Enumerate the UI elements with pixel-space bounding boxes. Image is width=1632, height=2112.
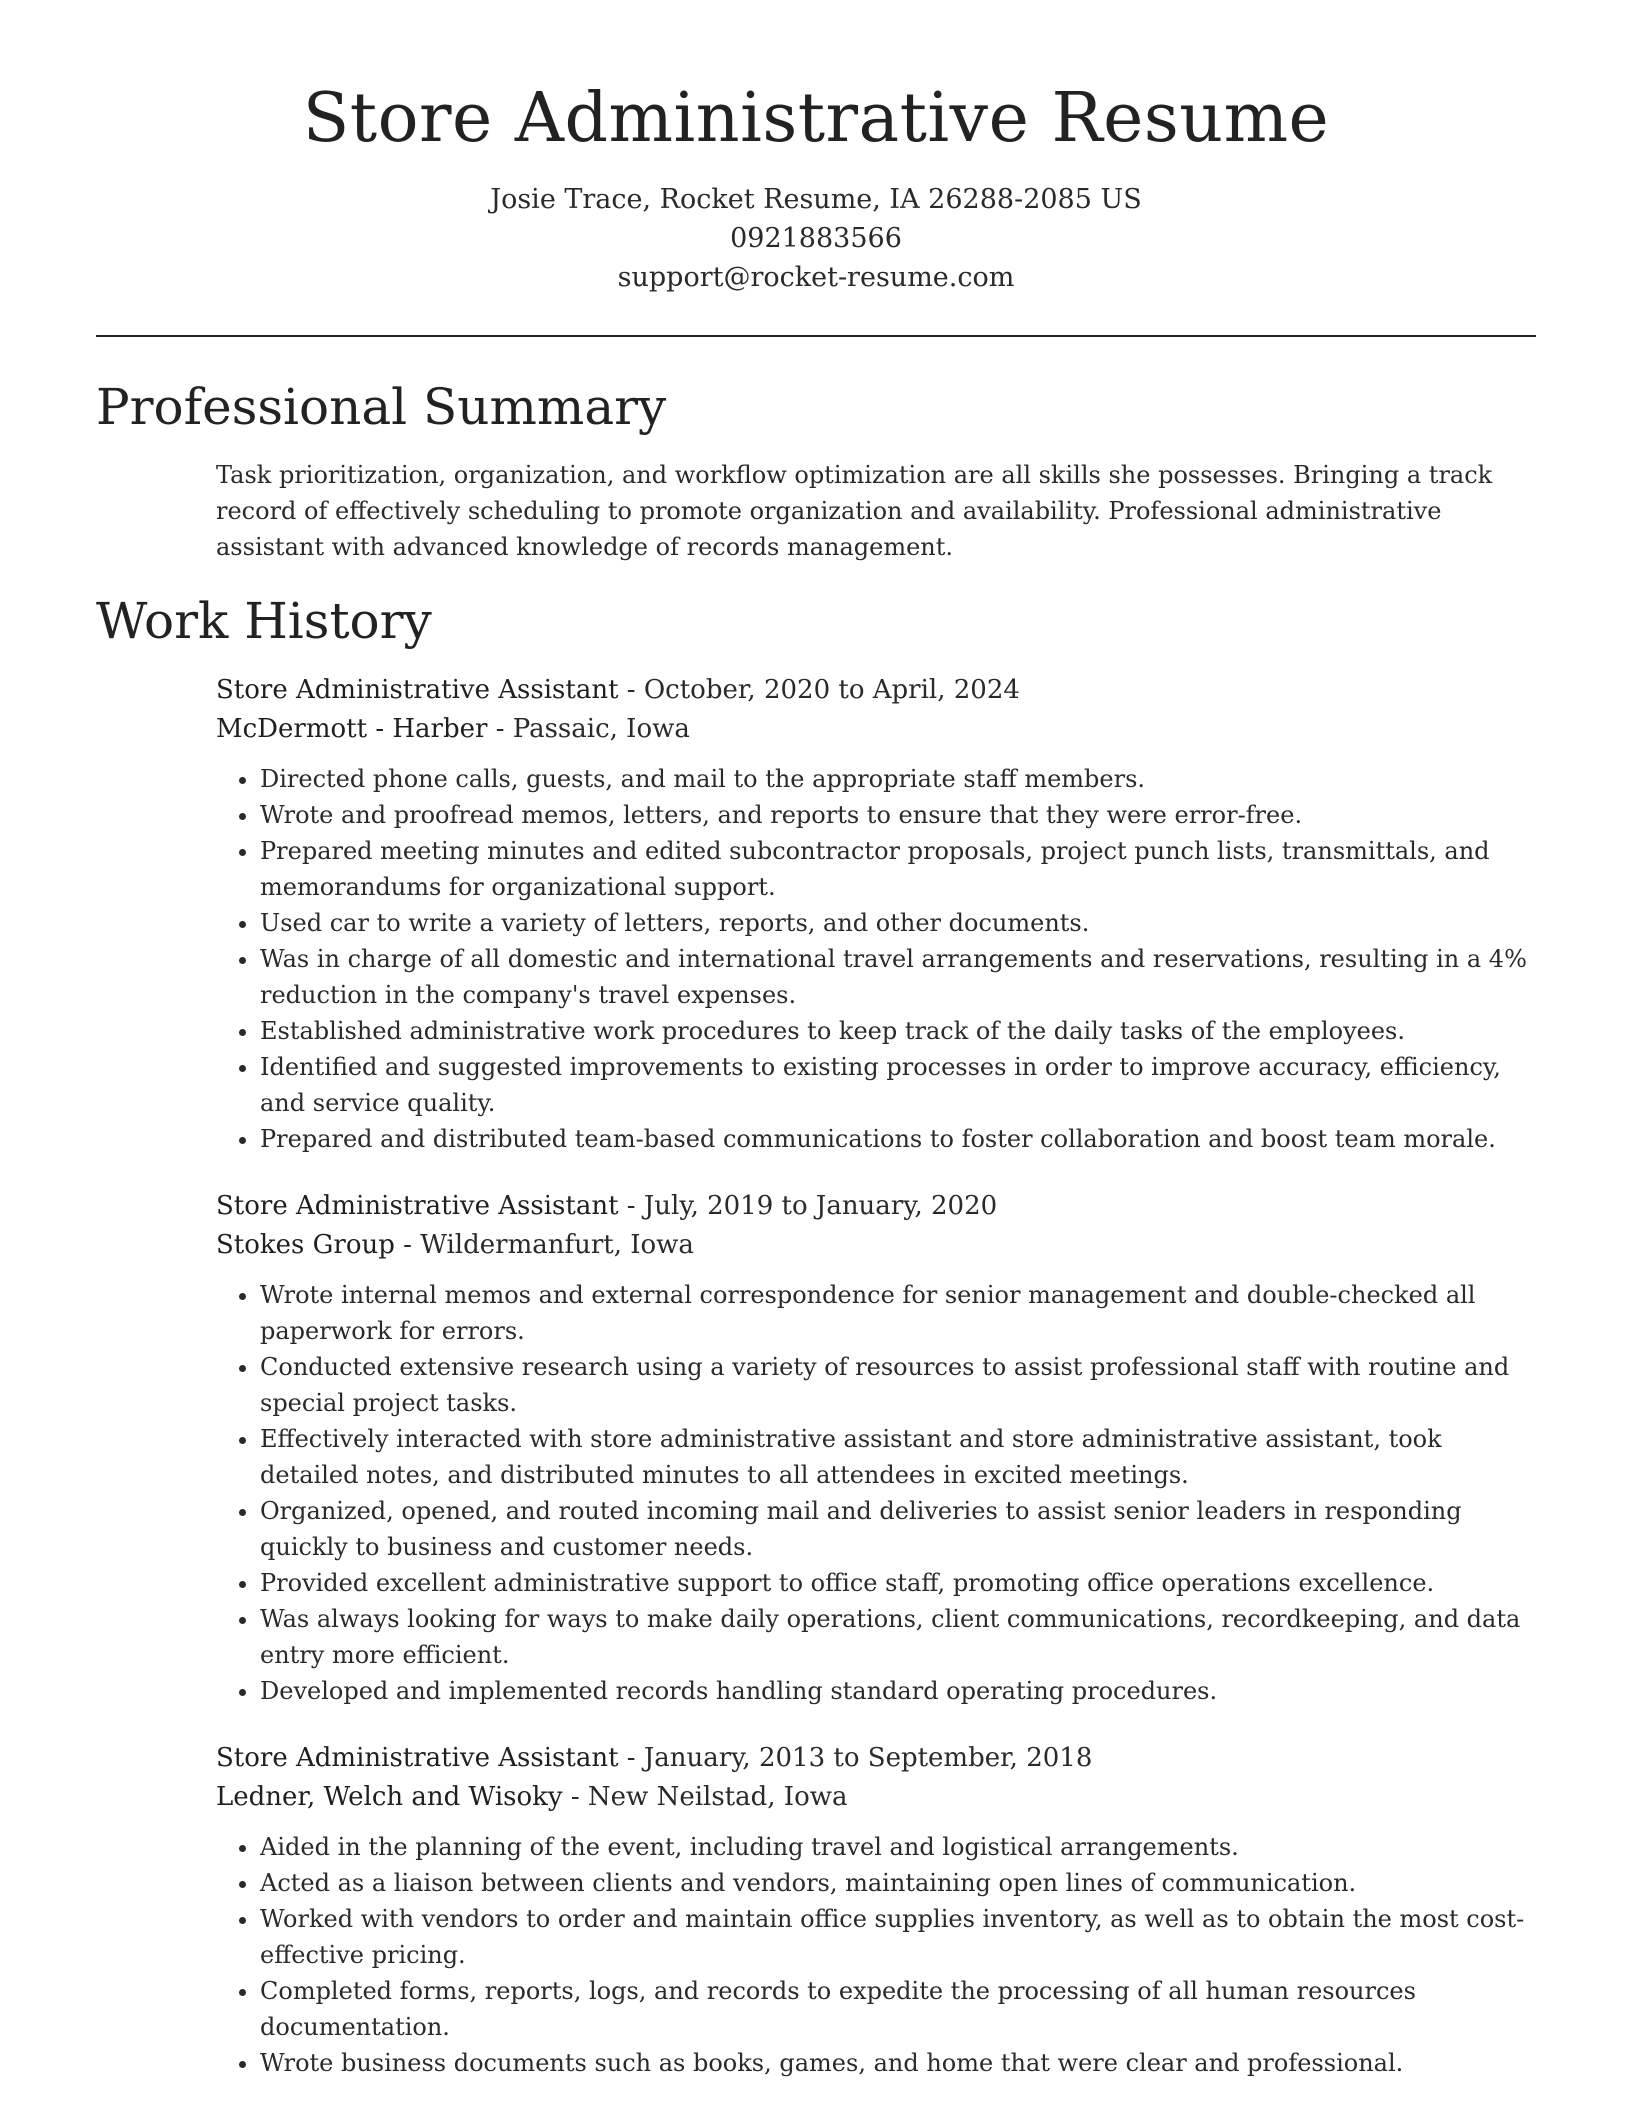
job-title: Store Administrative Assistant bbox=[216, 1190, 619, 1221]
job-bullet: • Was in charge of all domestic and international travel arrangements and reservations, resulting in a 4% reduction in the company's travel expenses. bbox=[260, 941, 1536, 1013]
job-bullet: • Effectively interacted with store administrative assistant and store administrative assistant, took detailed notes, and distributed minutes to all attendees in excited meetings. bbox=[260, 1421, 1536, 1493]
job-bullet-list bbox=[216, 1829, 1536, 2081]
job-company: McDermott - Harber bbox=[216, 713, 488, 744]
job-bullet-list bbox=[216, 761, 1536, 1157]
job-company-line bbox=[216, 1778, 1536, 1817]
job-bullet: • Acted as a liaison between clients and vendors, maintaining open lines of communication. bbox=[260, 1865, 1536, 1901]
job-dates: - July, 2019 to January, 2020 bbox=[618, 1190, 998, 1221]
job-location: - New Neilstad, Iowa bbox=[562, 1781, 848, 1812]
work-history-heading: Work History bbox=[96, 591, 432, 650]
job-bullet: • Wrote and proofread memos, letters, and reports to ensure that they were error-free. bbox=[260, 797, 1536, 833]
job-bullet: • Was always looking for ways to make daily operations, client communications, recordkeeping, and data entry more efficient. bbox=[260, 1601, 1536, 1673]
job-company: Stokes Group bbox=[216, 1229, 395, 1260]
job-bullet: • Wrote internal memos and external correspondence for senior management and double-checked all paperwork for errors. bbox=[260, 1277, 1536, 1349]
job-bullet: • Established administrative work procedures to keep track of the daily tasks of the employees. bbox=[260, 1013, 1536, 1049]
job-title: Store Administrative Assistant bbox=[216, 674, 619, 705]
job-entry bbox=[216, 1739, 1536, 2081]
job-bullet-list bbox=[216, 1277, 1536, 1709]
work-history-section bbox=[96, 591, 1536, 2081]
job-title: Store Administrative Assistant bbox=[216, 1742, 619, 1773]
professional-summary-section bbox=[96, 377, 1536, 565]
resume-header bbox=[96, 0, 1536, 297]
job-title-line bbox=[216, 671, 1536, 710]
job-bullet: • Conducted extensive research using a variety of resources to assist professional staff with routine and special project tasks. bbox=[260, 1349, 1536, 1421]
job-location: - Passaic, Iowa bbox=[487, 713, 690, 744]
job-bullet: • Used car to write a variety of letters, reports, and other documents. bbox=[260, 905, 1536, 941]
summary-text: Task prioritization, organization, and workflow optimization are all skills she possesses. Bringing a track record of effectively scheduling to promote organization and availability. Professional administrative assistant with advanced knowledge of records management. bbox=[216, 460, 1493, 561]
job-bullet: • Wrote business documents such as books, games, and home that were clear and professional. bbox=[260, 2045, 1536, 2081]
job-bullet: • Aided in the planning of the event, including travel and logistical arrangements. bbox=[260, 1829, 1536, 1865]
job-bullet: • Organized, opened, and routed incoming mail and deliveries to assist senior leaders in responding quickly to business and customer needs. bbox=[260, 1493, 1536, 1565]
job-title-line bbox=[216, 1187, 1536, 1226]
job-dates: - January, 2013 to September, 2018 bbox=[618, 1742, 1093, 1773]
job-bullet: • Completed forms, reports, logs, and records to expedite the processing of all human resources documentation. bbox=[260, 1973, 1536, 2045]
header-divider bbox=[96, 335, 1536, 337]
job-dates: - October, 2020 to April, 2024 bbox=[618, 674, 1020, 705]
job-bullet: • Worked with vendors to order and maintain office supplies inventory, as well as to obtain the most cost-effective pricing. bbox=[260, 1901, 1536, 1973]
job-location: - Wildermanfurt, Iowa bbox=[394, 1229, 694, 1260]
job-bullet: • Provided excellent administrative support to office staff, promoting office operations excellence. bbox=[260, 1565, 1536, 1601]
contact-address: Josie Trace, Rocket Resume, IA 26288-2085 US bbox=[490, 183, 1142, 215]
job-list bbox=[216, 671, 1536, 2081]
summary-heading: Professional Summary bbox=[96, 377, 667, 436]
contact-block bbox=[96, 180, 1536, 297]
job-entry bbox=[216, 1187, 1536, 1709]
job-company-line bbox=[216, 1226, 1536, 1265]
resume-title: Store Administrative Resume bbox=[302, 79, 1330, 158]
contact-email: support@rocket-resume.com bbox=[617, 261, 1015, 293]
job-bullet: • Developed and implemented records handling standard operating procedures. bbox=[260, 1673, 1536, 1709]
job-title-line bbox=[216, 1739, 1536, 1778]
job-bullet: • Prepared meeting minutes and edited subcontractor proposals, project punch lists, transmittals, and memorandums for organizational support. bbox=[260, 833, 1536, 905]
job-bullet: • Prepared and distributed team-based communications to foster collaboration and boost team morale. bbox=[260, 1121, 1536, 1157]
job-entry bbox=[216, 671, 1536, 1157]
job-company: Ledner, Welch and Wisoky bbox=[216, 1781, 563, 1812]
job-company-line bbox=[216, 710, 1536, 749]
job-bullet: • Directed phone calls, guests, and mail to the appropriate staff members. bbox=[260, 761, 1536, 797]
job-bullet: • Identified and suggested improvements to existing processes in order to improve accuracy, efficiency, and service quality. bbox=[260, 1049, 1536, 1121]
contact-phone: 0921883566 bbox=[730, 222, 902, 254]
